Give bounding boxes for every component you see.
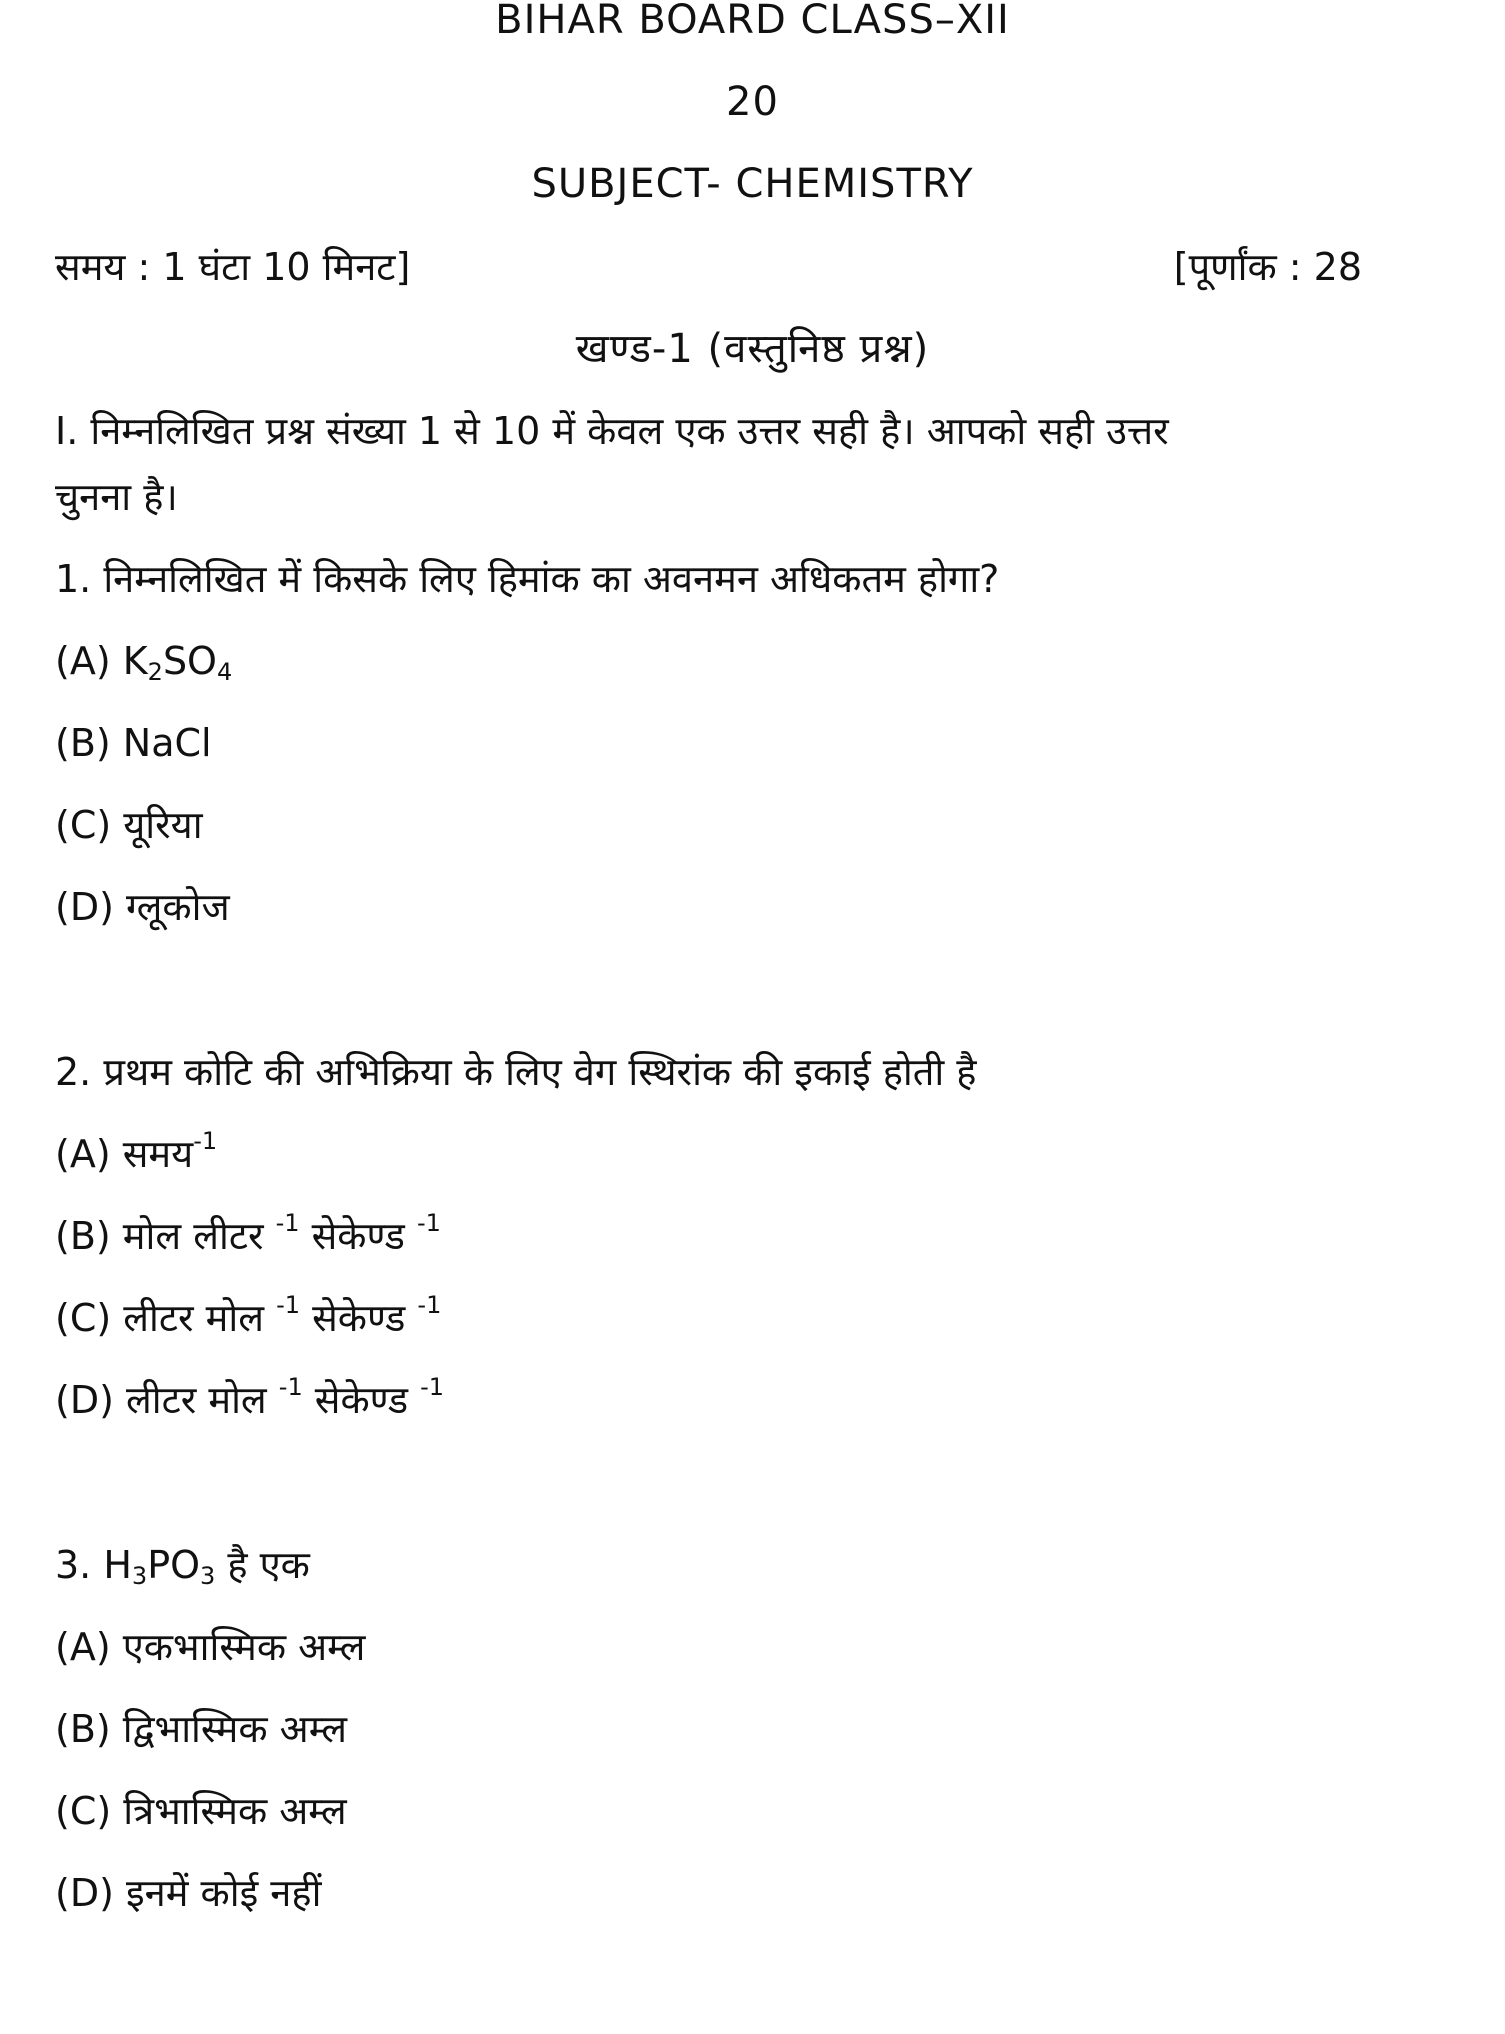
subject-title: SUBJECT- CHEMISTRY xyxy=(531,161,974,207)
formula-k: K xyxy=(122,639,148,683)
board-title: BIHAR BOARD CLASS–XII xyxy=(495,0,1010,43)
formula-so: SO xyxy=(162,639,217,683)
q2-option-a xyxy=(55,1127,218,1178)
q3-option-b: (B) द्विभास्मिक अम्ल xyxy=(55,1707,347,1751)
q2-option-b-part2: सेकेण्ड xyxy=(299,1214,417,1258)
subscript: 4 xyxy=(216,658,233,686)
paper-number: 20 xyxy=(726,79,779,125)
q3-option-a: (A) एकभास्मिक अम्ल xyxy=(55,1625,366,1669)
marks-label: [पूर्णांक : 28 xyxy=(1173,245,1362,289)
q3-suffix: है एक xyxy=(215,1543,310,1587)
q3-prefix: 3. H xyxy=(55,1543,132,1587)
q3-option-d: (D) इनमें कोई नहीं xyxy=(55,1871,322,1915)
question-1: 1. निम्नलिखित में किसके लिए हिमांक का अवनमन अधिकतम होगा? xyxy=(55,557,1000,601)
q2-option-d xyxy=(55,1373,445,1424)
superscript: -1 xyxy=(193,1127,218,1155)
instruction-line-1: I. निम्नलिखित प्रश्न संख्या 1 से 10 में केवल एक उत्तर सही है। आपको सही उत्तर xyxy=(55,409,1169,453)
q2-option-c xyxy=(55,1291,442,1342)
q2-option-d-part2: सेकेण्ड xyxy=(302,1378,421,1422)
q1-option-a-label: (A) xyxy=(55,639,123,683)
subscript: 2 xyxy=(147,658,163,686)
q2-option-c-part2: सेकेण्ड xyxy=(300,1296,418,1340)
q3-formula-mid: PO xyxy=(147,1543,201,1587)
question-2: 2. प्रथम कोटि की अभिक्रिया के लिए वेग स्थिरांक की इकाई होती है xyxy=(55,1050,977,1094)
q2-option-c-part1: (C) लीटर मोल xyxy=(55,1296,277,1340)
question-3 xyxy=(55,1541,310,1589)
superscript: -1 xyxy=(278,1373,303,1401)
q2-option-a-text: (A) समय xyxy=(55,1132,194,1176)
section-title: खण्ड-1 (वस्तुनिष्ठ प्रश्न) xyxy=(575,326,930,372)
instruction-line-2: चुनना है। xyxy=(55,475,178,519)
q1-option-b: (B) NaCl xyxy=(55,721,212,765)
time-label: समय : 1 घंटा 10 मिनट] xyxy=(55,245,411,289)
superscript: -1 xyxy=(417,1291,442,1319)
q1-option-d: (D) ग्लूकोज xyxy=(55,885,230,929)
superscript: -1 xyxy=(276,1291,300,1319)
subscript: 3 xyxy=(200,1562,216,1590)
q2-option-d-part1: (D) लीटर मोल xyxy=(55,1378,279,1422)
q3-option-c: (C) त्रिभास्मिक अम्ल xyxy=(55,1789,347,1833)
q2-option-b xyxy=(55,1209,441,1260)
q2-option-b-part1: (B) मोल लीटर xyxy=(55,1214,276,1258)
q1-option-c: (C) यूरिया xyxy=(55,803,203,847)
superscript: -1 xyxy=(420,1373,445,1401)
superscript: -1 xyxy=(275,1209,300,1237)
superscript: -1 xyxy=(416,1209,441,1237)
q1-option-a xyxy=(55,637,232,685)
subscript: 3 xyxy=(131,1562,148,1590)
